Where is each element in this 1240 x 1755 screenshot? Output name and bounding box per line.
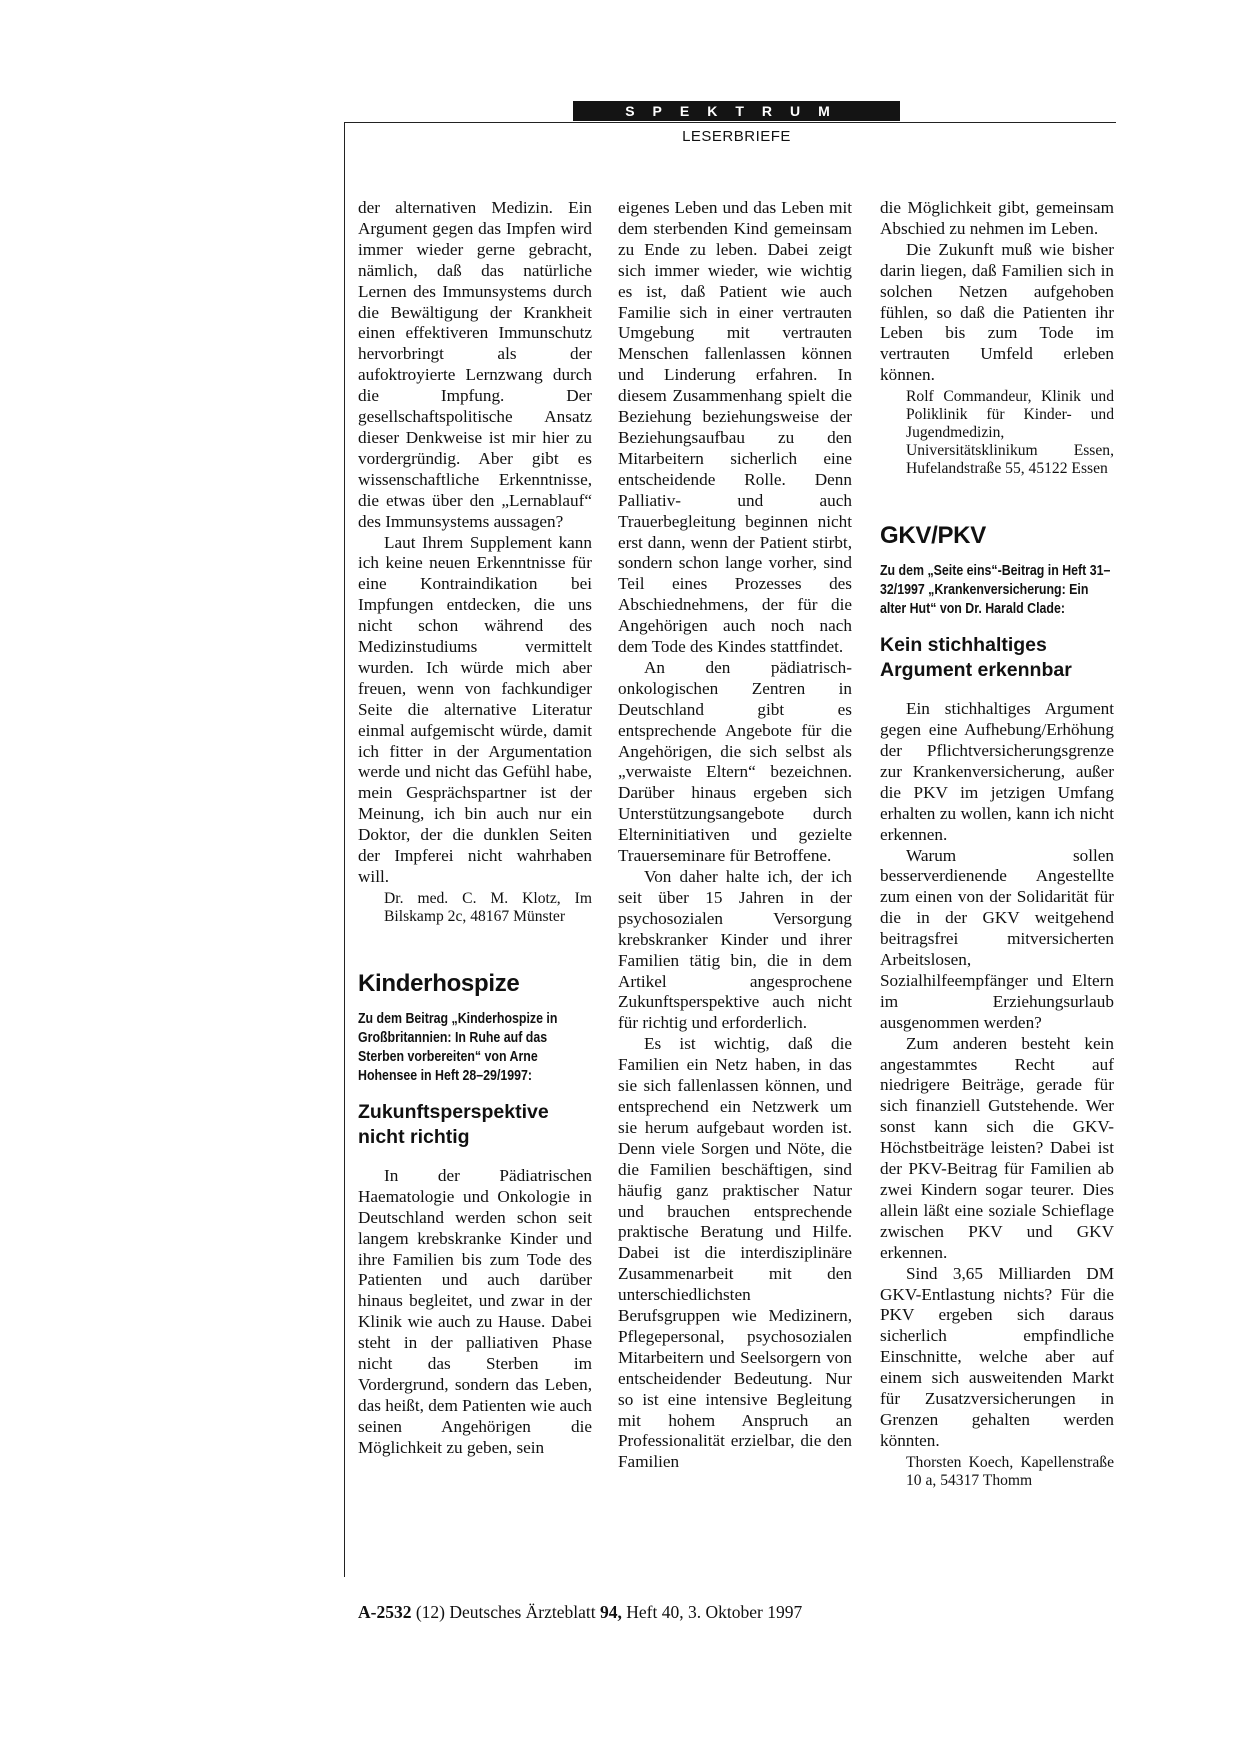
article-reference: Zu dem Beitrag „Kinderhospize in Großbritannien: In Ruhe auf das Sterben vorbereiten“ von Arne Hohensee in Heft 28–29/1997: — [358, 1010, 558, 1084]
paragraph: der alternativen Medizin. Ein Argument gegen das Impfen wird immer wieder gerne gebracht, nämlich, daß das natürliche Lernen des Immunsystems durch die Bewältigung der Krankheit einen effektiveren Immunschutz hervorbringt als der aufoktroyierte Lernzwang durch die Impfung. Der gesellschaftspolitische Ansatz dieser Denkweise ist mir hier zu vordergründig. Aber gibt es wissenschaftliche Erkenntnisse, die etwas über den „Lernablauf“ des Immunsystems aussagen? — [358, 198, 592, 531]
paragraph: Ein stichhaltiges Argument gegen eine Aufhebung/Erhöhung der Pflichtversicherungsgrenze zur Krankenversicherung, außer die PKV im jetzigen Umfang erhalten zu wollen, kann ich nicht erkennen. — [880, 699, 1114, 844]
page-footer — [358, 1602, 802, 1623]
paragraph: Sind 3,65 Milliarden DM GKV-Entlastung nichts? Für die PKV ergeben sich daraus sicherlich empfindliche Einschnitte, welche aber auf einem sich ausweitenden Markt für Zusatzversicherungen in Grenzen gehalten werden könnten. — [880, 1263, 1114, 1450]
letter-signature: Rolf Commandeur, Klinik und Poliklinik für Kinder- und Jugendmedizin, Universitätsklinikum Essen, Hufelandstraße 55, 45122 Essen — [906, 388, 1114, 478]
header-rule — [344, 122, 1116, 123]
paragraph: An den pädiatrisch-onkologischen Zentren in Deutschland gibt es entsprechende Angebote für die Angehörigen, die sich selbst als „verwaiste Eltern“ bezeichnen. Darüber hinaus ergeben sich Unterstützungsangebote durch Elterninitiativen und gezielte Trauerseminare für Betroffene. — [618, 657, 852, 866]
article-reference: Zu dem „Seite eins“-Beitrag in Heft 31–32/1997 „Krankenversicherung: Ein alter Hut“ von Dr. Harald Clade: — [880, 563, 1111, 618]
paragraph: In der Pädiatrischen Haematologie und Onkologie in Deutschland werden schon seit langem krebskranke Kinder und ihre Familien bis zum Tode des Patienten und auch darüber hinaus begleitet, und zwar in der Klinik wie auch zu Hause. Dabei steht in der palliativen Phase nicht das Sterben im Vordergrund, sondern das Leben, das heißt, dem Patienten wie auch seinen Angehörigen die Möglichkeit zu geben, sein — [358, 1165, 592, 1457]
letter-title: Kein stichhaltiges Argument erkennbar — [880, 634, 1072, 682]
footer-issue: Heft 40, 3. Oktober 1997 — [626, 1602, 803, 1622]
letter-signature: Dr. med. C. M. Klotz, Im Bilskamp 2c, 48167 Münster — [384, 889, 592, 925]
topic-heading: GKV/PKV — [880, 522, 986, 550]
paragraph: Die Zukunft muß wie bisher darin liegen, daß Familien sich in solchen Netzen aufgehoben fühlen, so daß die Patienten ihr Leben bis zum Tode im vertrauten Umfeld erleben können. — [880, 239, 1114, 385]
column-rule — [344, 122, 345, 1577]
footer-volume: 94, — [600, 1602, 622, 1622]
topic-heading: Kinderhospize — [358, 969, 520, 997]
page-number: A-2532 — [358, 1602, 412, 1622]
paragraph: Zum anderen besteht kein angestammtes Recht auf niedrigere Beiträge, gerade für sich finanziell Gutstehende. Wer sonst kann sich die GKV-Höchstbeiträge leisten? Dabei ist der PKV-Beitrag für Familien ab zwei Kindern sogar teurer. Dies allein läßt eine soziale Schieflage zwischen PKV und GKV erkennen. — [880, 1033, 1114, 1262]
section-banner: SPEKTRUM — [573, 101, 900, 121]
paragraph: Es ist wichtig, daß die Familien ein Netz haben, in das sie sich fallenlassen können, und entsprechend ein Netzwerk um sie herum aufgebaut worden ist. Denn viele Sorgen und Nöte, die die Familien beschäftigen, sind häufig ganz praktischer Natur und brauchen entsprechende praktische Beratung und Hilfe. Dabei ist die interdisziplinäre Zusammenarbeit mit den unterschiedlichsten Berufsgruppen wie Medizinern, Pflegepersonal, psychosozialen Mitarbeitern und Seelsorgern von entscheidender Bedeutung. Nur so ist eine intensive Begleitung mit hohem Anspruch an Professionalität erzielbar, die den Familien — [618, 1034, 852, 1472]
column-2 — [618, 198, 852, 1473]
paragraph: eigenes Leben und das Leben mit dem sterbenden Kind gemeinsam zu Ende zu leben. Dabei zeigt sich immer wieder, wie wichtig es ist, daß Patient wie auch Familie sich in einer vertrauten Umgebung mit vertrauten Menschen fallenlassen können und Linderung erfahren. In diesem Zusammenhang spielt die Beziehung beziehungsweise der Beziehungsaufbau zu den Mitarbeitern sicherlich eine entscheidende Rolle. Denn Palliativ- und auch Trauerbegleitung beginnen nicht erst dann, wenn der Patient stirbt, sondern schon lange vorher, sind Teil eines Prozesses des Abschiednehmens, der für die Angehörigen auch noch nach dem Tode des Kindes stattfindet. — [618, 198, 852, 657]
column-1 — [358, 198, 592, 1459]
paragraph: Laut Ihrem Supplement kann ich keine neuen Erkenntnisse für eine Kontraindikation bei Impfungen entdecken, die uns nicht schon während des Medizinstudiums vermittelt wurden. Ich würde mich aber freuen, wenn von fachkundiger Seite die alternative Literatur einmal aufgemischt würde, damit ich fitter in der Argumentation werde und nicht das Gefühl habe, mein Gesprächspartner ist der Meinung, ich bin auch nur ein Doktor, der die dunklen Seiten der Impferei nicht wahrhaben will. — [358, 532, 592, 886]
letter-signature: Thorsten Koech, Kapellenstraße 10 a, 54317 Thomm — [906, 1453, 1114, 1489]
subsection-label: LESERBRIEFE — [682, 128, 791, 145]
paragraph: Von daher halte ich, der ich seit über 15 Jahren in der psychosozialen Versorgung krebskranker Kinder und ihrer Familien tätig bin, die in dem Artikel angesprochene Zukunftsperspektive auch nicht für richtig und erforderlich. — [618, 867, 852, 1033]
footer-publication: (12) Deutsches Ärzteblatt — [415, 1602, 596, 1622]
paragraph: die Möglichkeit gibt, gemeinsam Abschied zu nehmen im Leben. — [880, 198, 1114, 238]
column-3 — [880, 198, 1114, 1490]
paragraph: Warum sollen besserverdienende Angestellte zum einen von der Solidarität für die in der GKV weitgehend beitragsfrei mitversicherten Arbeitslosen, Sozialhilfeempfänger und Eltern im Erziehungsurlaub ausgenommen werden? — [880, 845, 1114, 1032]
letter-title: Zukunftsperspektive nicht richtig — [358, 1100, 549, 1148]
